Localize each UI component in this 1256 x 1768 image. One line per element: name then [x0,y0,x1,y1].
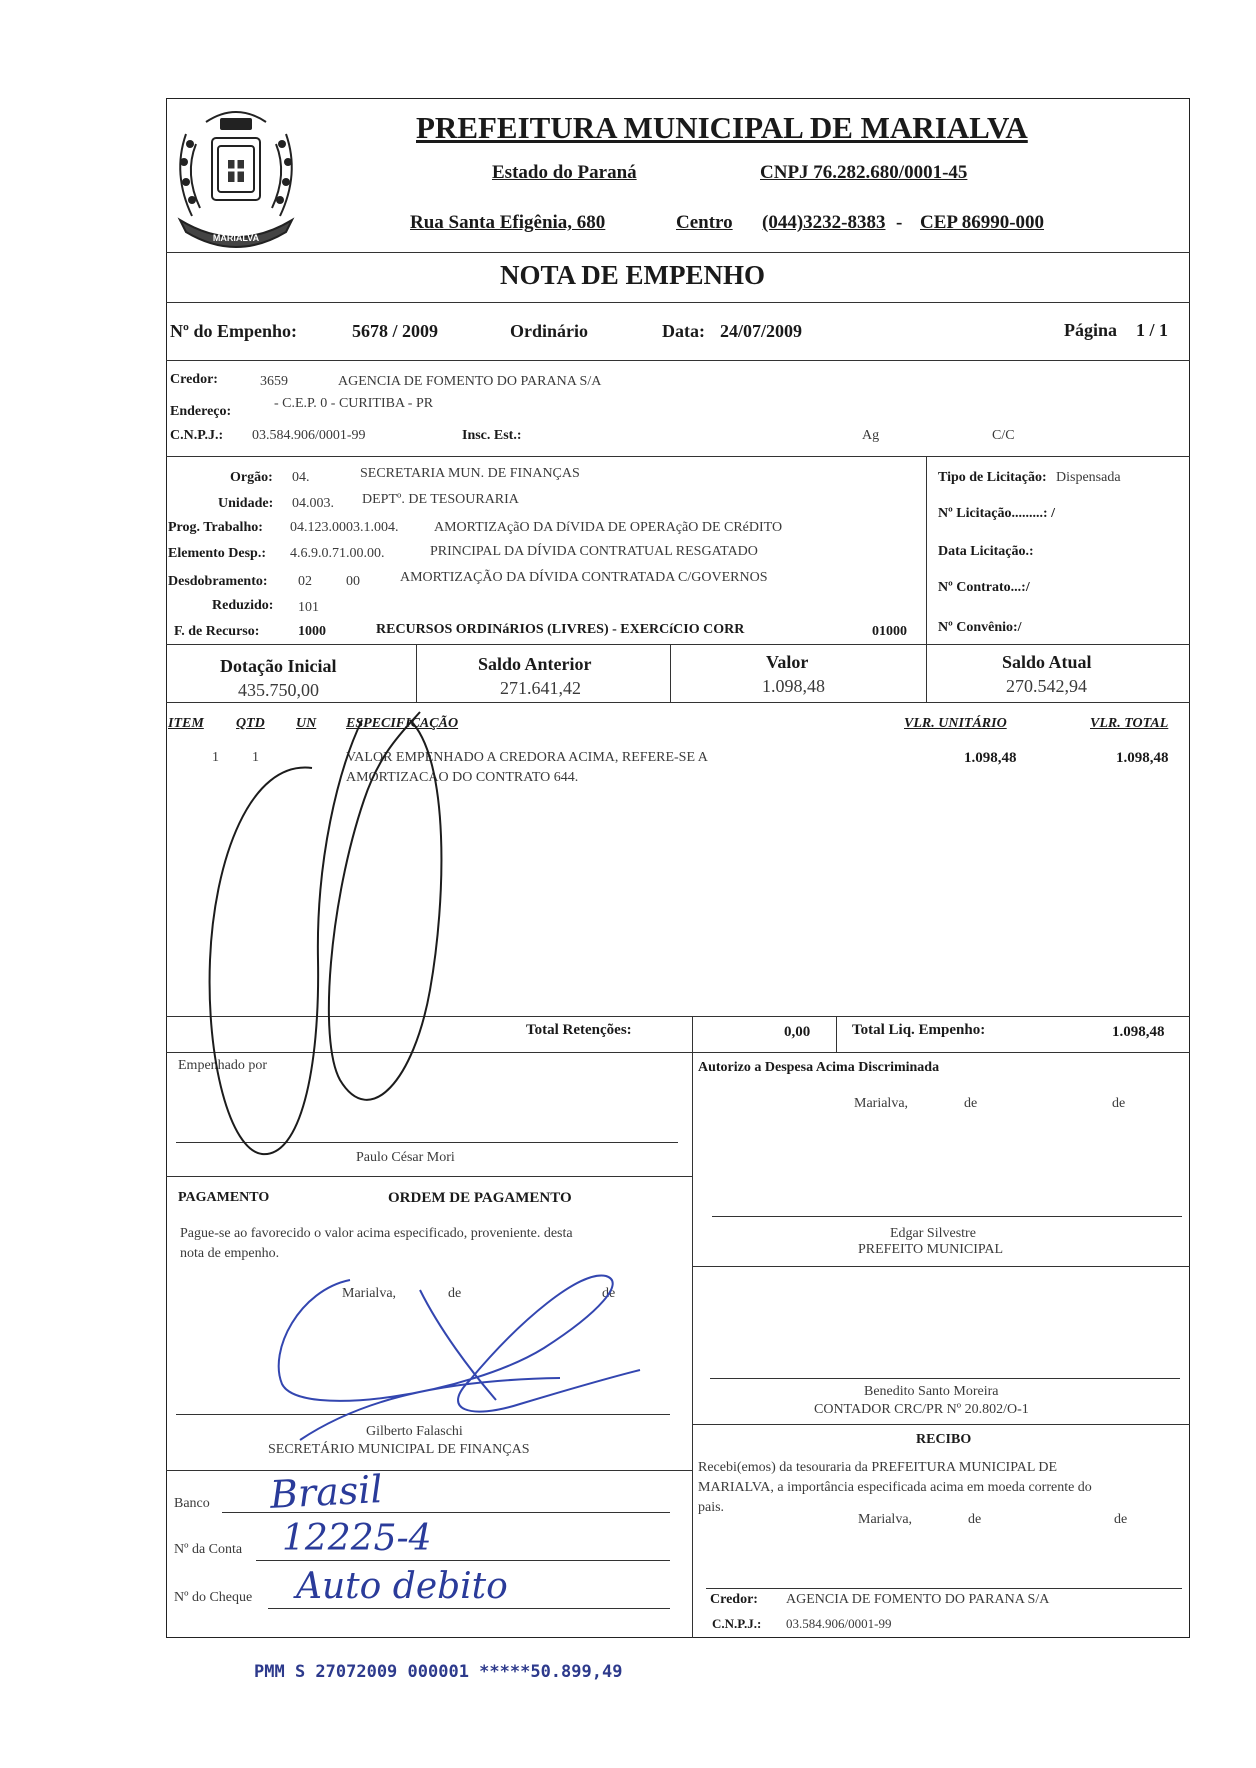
num-contrato: Nº Contrato...:/ [938,580,1030,595]
desdobramento-b: 00 [346,574,360,589]
page-number: 1 / 1 [1136,320,1169,340]
signature-secretario [279,1276,640,1440]
cc-label: C/C [992,428,1015,443]
contador-name: Benedito Santo Moreira [864,1384,999,1399]
valor-value: 1.098,48 [762,676,825,696]
recibo-de-1: de [968,1512,982,1527]
cnpj-label: C.N.P.J.: [170,428,224,443]
cnpj-value: 03.584.906/0001-99 [252,428,366,443]
fonte-label: F. de Recurso: [174,624,260,639]
recibo-credor-name: AGENCIA DE FOMENTO DO PARANA S/A [786,1592,1050,1607]
empenho-number: 5678 / 2009 [352,321,439,341]
prog-value: AMORTIZAçãO DA DíVIDA DE OPERAçãO DE CRéDITO [434,520,783,535]
recibo-cnpj-label: C.N.P.J.: [712,1616,762,1631]
endereco-value: - C.E.P. 0 - CURITIBA - PR [274,396,434,411]
header-separator: - [896,212,903,233]
tipo-licitacao-value: Dispensada [1056,470,1121,485]
ordem-pagamento-label: ORDEM DE PAGAMENTO [388,1190,572,1206]
data-licitacao: Data Licitação.: [938,544,1034,559]
orgao-value: SECRETARIA MUN. DE FINANÇAS [360,466,580,481]
prefeito-name: Edgar Silvestre [890,1226,976,1241]
empenho-number-label: Nº do Empenho: [170,321,297,341]
svg-text:MARIALVA: MARIALVA [212,233,260,243]
secretario-role: SECRETÁRIO MUNICIPAL DE FINANÇAS [268,1442,530,1457]
desdobramento-value: AMORTIZAÇÃO DA DÍVIDA CONTRATADA C/GOVERNOS [400,570,768,585]
desdobramento-label: Desdobramento: [168,574,268,589]
reduzido-label: Reduzido: [212,598,274,613]
header-phone: (044)3232-8383 [762,212,886,233]
header-title: PREFEITURA MUNICIPAL DE MARIALVA [416,110,1028,145]
elemento-code: 4.6.9.0.71.00.00. [290,546,385,561]
header-district: Centro [676,212,733,233]
recibo-cnpj-value: 03.584.906/0001-99 [786,1616,892,1631]
secretario-name: Gilberto Falaschi [366,1424,463,1439]
orgao-code: 04. [292,470,310,485]
item-qtd: 1 [252,750,259,765]
prog-label: Prog. Trabalho: [168,520,263,535]
recibo-marialva: Marialva, [858,1512,913,1527]
reduzido-value: 101 [298,600,319,615]
cheque-label: Nº do Cheque [174,1590,253,1605]
header-cep: CEP 86990-000 [920,212,1045,233]
header-address: Rua Santa Efigênia, 680 [410,212,606,233]
col-qtd: QTD [236,716,265,731]
col-especificacao: ESPECIFICAÇÃO [346,716,459,731]
endereco-label: Endereço: [170,404,232,419]
header-cnpj: CNPJ 76.282.680/0001-45 [760,162,968,183]
unidade-label: Unidade: [218,496,274,511]
saldo-anterior-label: Saldo Anterior [478,654,592,674]
autorizo-de-1: de [964,1096,978,1111]
payment-stamp: PMM S 27072009 000001 *****50.899,49 [254,1662,623,1682]
pagamento-label: PAGAMENTO [178,1190,270,1205]
insc-label: Insc. Est.: [462,428,522,443]
credor-name: AGENCIA DE FOMENTO DO PARANA S/A [338,374,602,389]
pagamento-de-2: de [602,1286,616,1301]
empenho-date: 24/07/2009 [720,321,803,341]
saldo-atual-value: 270.542,94 [1006,676,1087,696]
conta-handwritten: 12225-4 [282,1518,432,1559]
recibo-text-2: MARIALVA, a importância especificada acima em moeda corrente do [698,1480,1092,1495]
desdobramento-a: 02 [298,574,312,589]
item-unit-value: 1.098,48 [964,750,1017,766]
col-vlr-unitario: VLR. UNITÁRIO [904,716,1007,731]
unidade-code: 04.003. [292,496,334,511]
valor-label: Valor [766,652,809,672]
empenhado-por-name: Paulo César Mori [356,1150,455,1165]
unidade-value: DEPTº. DE TESOURARIA [362,492,519,507]
num-licitacao: Nº Licitação.........: / [938,506,1055,521]
num-convenio: Nº Convênio:/ [938,620,1022,635]
ag-label: Ag [862,428,880,443]
pagamento-de-1: de [448,1286,462,1301]
autorizo-marialva: Marialva, [854,1096,909,1111]
autorizo-label: Autorizo a Despesa Acima Discriminada [698,1060,940,1075]
autorizo-de-2: de [1112,1096,1126,1111]
dotacao-value: 435.750,00 [238,680,319,700]
recibo-title: RECIBO [916,1432,972,1447]
total-retencoes-label: Total Retenções: [526,1022,632,1038]
empenho-type: Ordinário [510,321,589,341]
dotacao-label: Dotação Inicial [220,656,337,676]
tipo-licitacao-label: Tipo de Licitação: [938,470,1047,485]
col-vlr-total: VLR. TOTAL [1090,716,1169,731]
item-desc-line2: AMORTIZACAO DO CONTRATO 644. [346,770,579,785]
col-item: ITEM [168,716,204,731]
conta-label: Nº da Conta [174,1542,243,1557]
recibo-text-1: Recebi(emos) da tesouraria da PREFEITURA MUNICIPAL DE [698,1460,1058,1475]
total-liquido-label: Total Liq. Empenho: [852,1022,986,1038]
document-title: NOTA DE EMPENHO [500,260,766,290]
credor-label: Credor: [170,372,218,387]
recibo-credor-label: Credor: [710,1592,758,1607]
header-state: Estado do Paraná [492,162,637,183]
credor-code: 3659 [260,374,288,389]
item-desc-line1: VALOR EMPENHADO A CREDORA ACIMA, REFERE-SE A [346,750,708,765]
prog-code: 04.123.0003.1.004. [290,520,399,535]
empenho-date-label: Data: [662,321,705,341]
total-retencoes-value: 0,00 [784,1024,811,1040]
orgao-label: Orgão: [230,470,273,485]
empenhado-por-label: Empenhado por [178,1058,268,1073]
signature-empenhado-loop [210,720,362,1154]
saldo-atual-label: Saldo Atual [1002,652,1092,672]
pagamento-text-1: Pague-se ao favorecido o valor acima especificado, proveniente. desta [180,1226,573,1241]
recibo-de-2: de [1114,1512,1128,1527]
elemento-value: PRINCIPAL DA DÍVIDA CONTRATUAL RESGATADO [430,544,758,559]
item-number: 1 [212,750,219,765]
pagamento-text-2: nota de empenho. [180,1246,280,1261]
cheque-handwritten: Auto debito [296,1566,508,1607]
saldo-anterior-value: 271.641,42 [500,678,581,698]
signature-empenhado-loop-2 [329,712,442,1100]
elemento-label: Elemento Desp.: [168,546,266,561]
contador-role: CONTADOR CRC/PR Nº 20.802/O-1 [814,1402,1029,1417]
fonte-code: 1000 [298,624,326,639]
fonte-value: RECURSOS ORDINáRIOS (LIVRES) - EXERCíCIO CORR [376,622,745,637]
fonte-number: 01000 [872,624,907,639]
total-liquido-value: 1.098,48 [1112,1024,1165,1040]
pagamento-marialva: Marialva, [342,1286,397,1301]
banco-handwritten: Brasil [268,1467,384,1517]
recibo-text-3: pais. [698,1500,725,1515]
col-un: UN [296,716,317,731]
page-label: Página [1064,320,1118,340]
prefeito-role: PREFEITO MUNICIPAL [858,1242,1004,1257]
banco-label: Banco [174,1496,210,1511]
item-total-value: 1.098,48 [1116,750,1169,766]
